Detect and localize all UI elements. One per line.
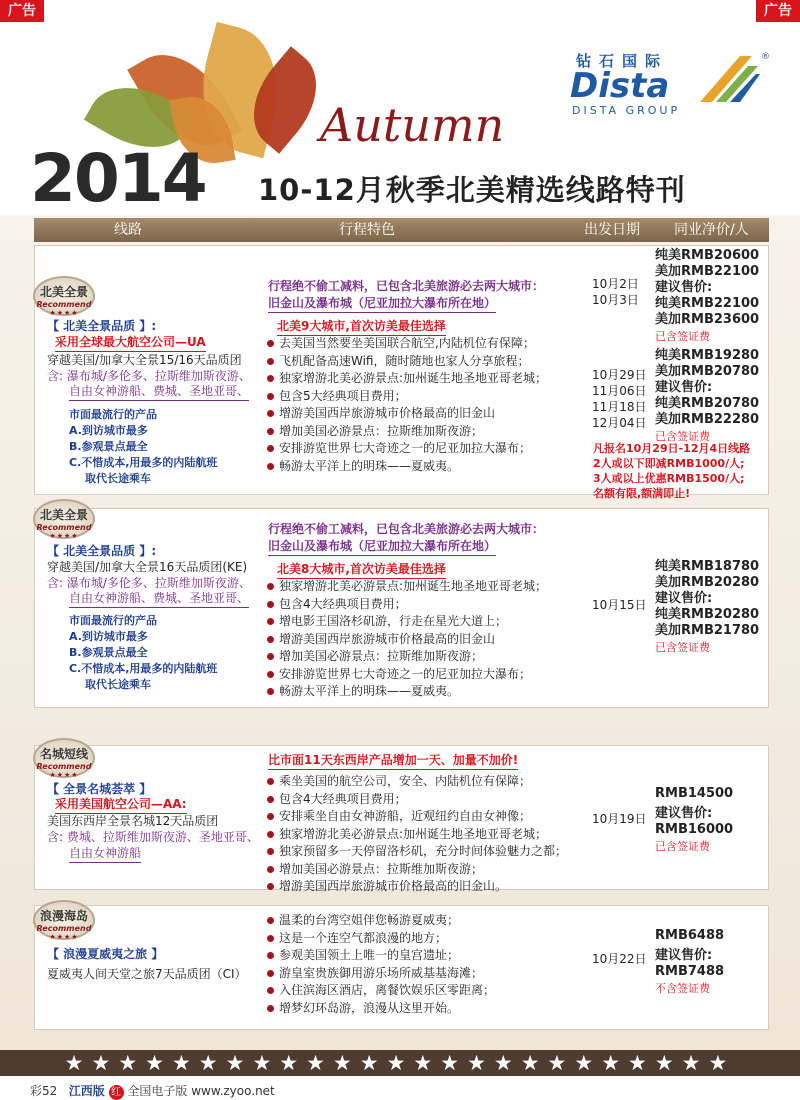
includes-line-2: 自由女神游船 [69, 845, 141, 863]
includes-line-2: 自由女神游船、费城、圣地亚哥、 [69, 383, 249, 401]
tour-panel-3 [34, 745, 769, 893]
feature-item: 增加美国必游景点：拉斯维加斯夜游； [267, 423, 547, 441]
price-line: 建议售价: [655, 806, 713, 821]
feature-item: 入住滨海区酒店，离餐饮娱乐区零距离； [267, 982, 495, 1000]
departure-date: 10月19日 [592, 812, 647, 826]
departure-date: 10月22日 [592, 952, 647, 966]
feature-item: 这是一个连空气都浪漫的地方； [267, 930, 495, 948]
header-date: 出发日期 [584, 222, 640, 238]
feature-list [267, 335, 547, 475]
departure-date: 12月04日 [592, 416, 647, 430]
note-line: 凡报名10月29日-12月4日线路 [593, 442, 751, 455]
tour-name: 【 浪漫夏威夷之旅 】 [47, 947, 164, 961]
price-line: 纯美RMB20600 [655, 248, 760, 263]
feature-item: 畅游太平洋上的明珠——夏威夷。 [267, 458, 547, 476]
airline: 采用美国航空公司—AA: [55, 796, 187, 814]
promo-line-2: 旧金山及瀑布城（尼亚加拉大瀑布所在地） [268, 295, 496, 313]
hong-icon: 红 [109, 1085, 124, 1100]
airline: 采用全球最大航空公司—UA [55, 334, 206, 352]
popular-item: 取代长途乘车 [85, 472, 151, 485]
feature-item: 温柔的台湾空姐伴您畅游夏威夷； [267, 912, 495, 930]
price-line: RMB6488 [655, 928, 725, 943]
section-badge: 北美全景 Recommend ★★★★ [33, 276, 95, 316]
logo-en: Dista [570, 66, 670, 106]
price-block [655, 348, 759, 444]
price-line: 建议售价: [655, 948, 713, 963]
feature-item: 独家增游北美必游景点:加州诞生地圣地亚哥老城； [267, 826, 567, 844]
route-name: 穿越美国/加拿大全景16天品质团(KE) [47, 560, 248, 574]
popular-item: C.不惜成本,用最多的内陆航班 [69, 456, 218, 469]
logo-stripes-icon [700, 56, 760, 102]
price-line: 纯美RMB22100 [655, 296, 760, 311]
feature-item: 包含4大经典项目费用； [267, 596, 547, 614]
popular-item: C.不惜成本,用最多的内陆航班 [69, 662, 218, 675]
price-line: 纯美RMB18780 [655, 559, 760, 574]
departure-date: 11月06日 [592, 384, 647, 398]
note-line: 2人或以下即减RMB1000/人; [593, 457, 745, 470]
feature-item: 增梦幻环岛游，浪漫从这里开始。 [267, 1000, 495, 1018]
tour-panel-2 [34, 508, 769, 708]
price-line: RMB14500 [655, 786, 734, 801]
promo-line: 行程绝不偷工减料，已包含北美旅游必去两大城市： [268, 279, 545, 293]
note-line: 3人或以上优惠RMB1500/人; [593, 472, 745, 485]
price-line: RMB7488 [655, 964, 725, 979]
star-border: ★★★★★★★★★★★★★★★★★★★★★★★★★ [0, 1050, 800, 1076]
popular-title: 市面最流行的产品 [69, 614, 157, 627]
edition-label: 江西版 [68, 1084, 105, 1098]
feature-item: 飞机配备高速Wifi，随时随地也家人分享旅程； [267, 353, 547, 371]
feature-item: 包含5大经典项目费用； [267, 388, 547, 406]
promo-line: 比市面11天东西岸产品增加一天、加量不加价! [268, 752, 518, 770]
feature-item: 参观美国领土上唯一的皇宫遗址； [267, 947, 495, 965]
tour-panel-1 [34, 245, 769, 500]
popular-item: B.参观景点最全 [69, 646, 148, 659]
tour-panel-4 [34, 905, 769, 1030]
includes-line-2: 自由女神游船、费城、圣地亚哥、 [69, 590, 249, 608]
hero-subtitle: 10-12月秋季北美精选线路特刊 [258, 173, 686, 207]
includes-line-1: 含: 瀑布城/多伦多、拉斯维加斯夜游、 [47, 576, 251, 590]
visa-note: 已含签证费 [655, 840, 710, 853]
feature-item: 增游美国西岸旅游城市价格最高的旧金山 [267, 631, 547, 649]
price-line: 纯美RMB20780 [655, 396, 760, 411]
feature-item: 增游美国西岸旅游城市价格最高的旧金山。 [267, 878, 567, 896]
popular-item: B.参观景点最全 [69, 440, 148, 453]
note-line: 名额有限,额满即止! [593, 487, 691, 500]
hero-script-title: Autumn [320, 98, 505, 152]
promo-line: 行程绝不偷工减料，已包含北美旅游必去两大城市： [268, 522, 545, 536]
departure-date: 10月3日 [592, 293, 639, 307]
feature-item: 增电影王国洛杉矶游，行走在星光大道上； [267, 613, 547, 631]
hero-banner [0, 0, 800, 215]
visa-note: 已含签证费 [655, 430, 710, 443]
logo-group: DISTA GROUP [572, 104, 681, 117]
feature-list [267, 912, 495, 1017]
departure-date: 10月29日 [592, 368, 647, 382]
price-line: 纯美RMB19280 [655, 348, 760, 363]
visa-note: 已含签证费 [655, 641, 710, 654]
price-block [655, 248, 759, 344]
price-block [655, 786, 733, 854]
feature-item: 独家预留多一天停留洛杉矶，充分时间体验魅力之都； [267, 843, 567, 861]
site-url: 全国电子版 www.zyoo.net [127, 1084, 275, 1098]
feature-item: 去美国当然要坐美国联合航空,内陆机位有保障； [267, 335, 547, 353]
feature-item: 增游美国西岸旅游城市价格最高的旧金山 [267, 405, 547, 423]
feature-list [267, 578, 547, 701]
route-name: 美国东西岸全景名城12天品质团 [47, 814, 219, 828]
feature-item: 安排游览世界七大奇迹之一的尼亚加拉大瀑布； [267, 440, 547, 458]
header-route: 线路 [114, 222, 142, 238]
price-line: RMB16000 [655, 822, 734, 837]
section-badge: 浪漫海岛 Recommend ★★★★ [33, 900, 95, 940]
feature-item: 增加美国必游景点：拉斯维加斯夜游； [267, 648, 547, 666]
feature-item: 游皇室贵族御用游乐场所威基基海滩； [267, 965, 495, 983]
feature-title: 北美8大城市,首次访美最佳选择 [277, 561, 446, 579]
tour-name: 【 北美全景品质 】: [47, 544, 157, 558]
popular-item: 取代长途乘车 [85, 678, 151, 691]
route-name: 穿越美国/加拿大全景15/16天品质团 [47, 353, 242, 367]
route-name: 夏威夷人间天堂之旅7天品质团（CI） [47, 967, 247, 981]
feature-item: 独家增游北美必游景点:加州诞生地圣地亚哥老城； [267, 578, 547, 596]
hero-year: 2014 [30, 140, 206, 217]
section-badge: 北美全景 Recommend ★★★★ [33, 499, 95, 539]
table-header [34, 218, 769, 242]
price-line: 建议售价: [655, 591, 713, 606]
price-line: 美加RMB20780 [655, 364, 760, 379]
includes-line-1: 含: 费城、拉斯维加斯夜游、圣地亚哥、 [47, 830, 259, 844]
page-number: 彩52 [30, 1084, 58, 1098]
price-line: 美加RMB22280 [655, 412, 760, 427]
logo-reg: ® [761, 52, 770, 62]
ad-tag-right: 广告 [756, 0, 800, 22]
section-badge: 名城短线 Recommend ★★★★ [33, 738, 95, 778]
popular-title: 市面最流行的产品 [69, 408, 157, 421]
feature-item: 包含4大经典项目费用； [267, 791, 567, 809]
feature-item: 乘坐美国的航空公司，安全、内陆机位有保障； [267, 773, 567, 791]
price-line: 纯美RMB20280 [655, 607, 760, 622]
feature-item: 增加美国必游景点：拉斯维加斯夜游； [267, 861, 567, 879]
popular-item: A.到访城市最多 [69, 630, 148, 643]
promo-notes [593, 441, 750, 501]
tour-name: 【 北美全景品质 】: [47, 319, 157, 333]
page-footer [30, 1082, 275, 1100]
tour-name: 【 全景名城荟萃 】 [47, 782, 152, 796]
feature-title: 北美9大城市,首次访美最佳选择 [277, 318, 446, 336]
visa-note: 不含签证费 [655, 982, 710, 995]
visa-note: 已含签证费 [655, 330, 710, 343]
price-line: 美加RMB20280 [655, 575, 760, 590]
price-line: 建议售价: [655, 280, 713, 295]
header-price: 同业净价/人 [674, 222, 749, 238]
departure-date: 11月18日 [592, 400, 647, 414]
logo-cn: 钻石国际 [576, 52, 669, 70]
feature-item: 畅游太平洋上的明珠——夏威夷。 [267, 683, 547, 701]
departure-date: 10月2日 [592, 277, 639, 291]
feature-list [267, 773, 567, 896]
price-block [655, 559, 759, 655]
price-line: 美加RMB21780 [655, 623, 760, 638]
price-line: 美加RMB22100 [655, 264, 760, 279]
feature-item: 安排乘坐自由女神游船，近观纽约自由女神像； [267, 808, 567, 826]
popular-item: A.到访城市最多 [69, 424, 148, 437]
dista-logo [570, 50, 770, 120]
ad-tag-left: 广告 [0, 0, 44, 22]
header-features: 行程特色 [339, 222, 395, 238]
promo-line-2: 旧金山及瀑布城（尼亚加拉大瀑布所在地） [268, 538, 496, 556]
price-line: 美加RMB23600 [655, 312, 760, 327]
feature-item: 安排游览世界七大奇迹之一的尼亚加拉大瀑布； [267, 666, 547, 684]
feature-item: 独家增游北美必游景点:加州诞生地圣地亚哥老城； [267, 370, 547, 388]
includes-line-1: 含: 瀑布城/多伦多、拉斯维加斯夜游、 [47, 369, 251, 383]
departure-date: 10月15日 [592, 598, 647, 612]
price-block [655, 928, 724, 996]
price-line: 建议售价: [655, 380, 713, 395]
